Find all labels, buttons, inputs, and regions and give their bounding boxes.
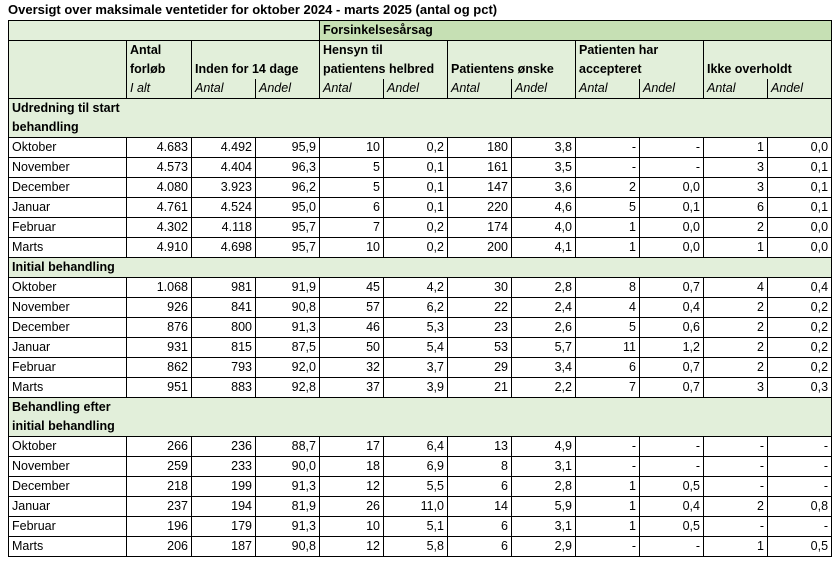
value-cell: 4,2 xyxy=(384,278,448,298)
value-cell: 200 xyxy=(448,238,512,258)
value-cell: 91,3 xyxy=(256,318,320,338)
value-cell: 0,8 xyxy=(768,497,832,517)
value-cell: 1 xyxy=(576,517,640,537)
sub-antal: Antal xyxy=(320,79,384,99)
value-cell: 3,5 xyxy=(512,158,576,178)
value-cell: 46 xyxy=(320,318,384,338)
value-cell: - xyxy=(640,457,704,477)
table-row xyxy=(9,457,832,477)
value-cell: 161 xyxy=(448,158,512,178)
value-cell: 194 xyxy=(192,497,256,517)
value-cell: 6 xyxy=(448,477,512,497)
table-row xyxy=(9,477,832,497)
section-title xyxy=(9,99,832,138)
month-cell: December xyxy=(9,318,127,338)
sub-blank xyxy=(9,79,127,99)
month-cell: Februar xyxy=(9,218,127,238)
value-cell: 26 xyxy=(320,497,384,517)
sub-andel: Andel xyxy=(512,79,576,99)
value-cell: - xyxy=(640,437,704,457)
table-row xyxy=(9,278,832,298)
sub-antal: Antal xyxy=(704,79,768,99)
value-cell: 883 xyxy=(192,378,256,398)
table-row xyxy=(9,198,832,218)
value-cell: 3,7 xyxy=(384,358,448,378)
value-cell: 0,0 xyxy=(640,218,704,238)
value-cell: 3 xyxy=(704,378,768,398)
value-cell: 147 xyxy=(448,178,512,198)
value-cell: 5 xyxy=(576,318,640,338)
header-ikke-overholdt: Ikke overholdt xyxy=(704,41,832,80)
value-cell: 0,1 xyxy=(384,198,448,218)
group-header-row xyxy=(9,21,832,41)
value-cell: 218 xyxy=(127,477,192,497)
value-cell: - xyxy=(704,477,768,497)
value-cell: 0,4 xyxy=(768,278,832,298)
value-cell: 793 xyxy=(192,358,256,378)
value-cell: 0,2 xyxy=(768,338,832,358)
value-cell: 2,8 xyxy=(512,477,576,497)
value-cell: 0,0 xyxy=(768,218,832,238)
value-cell: 8 xyxy=(576,278,640,298)
value-cell: - xyxy=(640,138,704,158)
value-cell: 0,2 xyxy=(768,298,832,318)
value-cell: 1 xyxy=(704,238,768,258)
value-cell: 1 xyxy=(576,497,640,517)
value-cell: 90,8 xyxy=(256,298,320,318)
value-cell: 196 xyxy=(127,517,192,537)
value-cell: - xyxy=(576,457,640,477)
value-cell: - xyxy=(576,158,640,178)
section-title-text: Behandling efter initial behandling xyxy=(12,400,115,433)
value-cell: 4.698 xyxy=(192,238,256,258)
sub-andel: Andel xyxy=(640,79,704,99)
table-row xyxy=(9,298,832,318)
value-cell: 0,2 xyxy=(384,218,448,238)
value-cell: - xyxy=(704,517,768,537)
value-cell: 220 xyxy=(448,198,512,218)
value-cell: 0,4 xyxy=(640,298,704,318)
group-header-blank xyxy=(9,21,320,41)
value-cell: 4 xyxy=(576,298,640,318)
value-cell: 1,2 xyxy=(640,338,704,358)
value-cell: 876 xyxy=(127,318,192,338)
header-patientens-onske: Patientens ønske xyxy=(448,41,576,80)
wait-times-table xyxy=(8,20,832,557)
value-cell: 96,3 xyxy=(256,158,320,178)
month-cell: Oktober xyxy=(9,138,127,158)
value-cell: 4,1 xyxy=(512,238,576,258)
value-cell: 0,5 xyxy=(640,517,704,537)
value-cell: 50 xyxy=(320,338,384,358)
value-cell: 10 xyxy=(320,138,384,158)
value-cell: 0,1 xyxy=(384,178,448,198)
value-cell: 800 xyxy=(192,318,256,338)
value-cell: - xyxy=(704,437,768,457)
month-cell: November xyxy=(9,158,127,178)
header-inden-14-dage: Inden for 14 dage xyxy=(192,41,320,80)
value-cell: 12 xyxy=(320,477,384,497)
table-row xyxy=(9,218,832,238)
table-row xyxy=(9,437,832,457)
value-cell: 3.923 xyxy=(192,178,256,198)
value-cell: 96,2 xyxy=(256,178,320,198)
value-cell: 187 xyxy=(192,537,256,557)
value-cell: 2 xyxy=(704,497,768,517)
value-cell: 5,4 xyxy=(384,338,448,358)
value-cell: 6 xyxy=(704,198,768,218)
table-row xyxy=(9,338,832,358)
table-row xyxy=(9,138,832,158)
value-cell: 2,8 xyxy=(512,278,576,298)
value-cell: 0,1 xyxy=(768,198,832,218)
value-cell: 32 xyxy=(320,358,384,378)
value-cell: 45 xyxy=(320,278,384,298)
value-cell: 1 xyxy=(576,477,640,497)
value-cell: 1 xyxy=(704,537,768,557)
value-cell: 0,7 xyxy=(640,358,704,378)
value-cell: 259 xyxy=(127,457,192,477)
value-cell: 4.573 xyxy=(127,158,192,178)
value-cell: 2,6 xyxy=(512,318,576,338)
value-cell: 6 xyxy=(448,517,512,537)
value-cell: 5,9 xyxy=(512,497,576,517)
value-cell: 233 xyxy=(192,457,256,477)
value-cell: 2,4 xyxy=(512,298,576,318)
value-cell: 0,2 xyxy=(384,138,448,158)
table-title: Oversigt over maksimale ventetider for oktober 2024 - marts 2025 (antal og pct) xyxy=(8,2,498,17)
value-cell: 5,3 xyxy=(384,318,448,338)
value-cell: 0,0 xyxy=(640,238,704,258)
value-cell: 14 xyxy=(448,497,512,517)
table-row xyxy=(9,358,832,378)
header-blank xyxy=(9,41,127,80)
value-cell: 7 xyxy=(576,378,640,398)
value-cell: 3 xyxy=(704,178,768,198)
month-cell: Marts xyxy=(9,378,127,398)
value-cell: 3,1 xyxy=(512,457,576,477)
value-cell: 206 xyxy=(127,537,192,557)
value-cell: 0,0 xyxy=(768,138,832,158)
month-cell: December xyxy=(9,178,127,198)
month-cell: November xyxy=(9,457,127,477)
value-cell: 2 xyxy=(704,338,768,358)
value-cell: 18 xyxy=(320,457,384,477)
sub-header-row xyxy=(9,79,832,99)
sub-antal: Antal xyxy=(192,79,256,99)
value-cell: 7 xyxy=(320,218,384,238)
value-cell: - xyxy=(640,537,704,557)
header-accepteret: Patienten har accepteret xyxy=(576,41,704,80)
value-cell: - xyxy=(576,537,640,557)
value-cell: 0,0 xyxy=(768,238,832,258)
value-cell: 0,6 xyxy=(640,318,704,338)
value-cell: 180 xyxy=(448,138,512,158)
sub-i-alt: I alt xyxy=(127,79,192,99)
value-cell: 91,3 xyxy=(256,517,320,537)
value-cell: 91,3 xyxy=(256,477,320,497)
value-cell: 53 xyxy=(448,338,512,358)
month-cell: December xyxy=(9,477,127,497)
value-cell: 841 xyxy=(192,298,256,318)
value-cell: 3 xyxy=(704,158,768,178)
month-cell: Januar xyxy=(9,198,127,218)
value-cell: - xyxy=(768,477,832,497)
section-header-row xyxy=(9,398,832,437)
value-cell: 0,5 xyxy=(768,537,832,557)
value-cell: 95,0 xyxy=(256,198,320,218)
value-cell: 6 xyxy=(576,358,640,378)
value-cell: 2 xyxy=(704,358,768,378)
value-cell: 4.080 xyxy=(127,178,192,198)
value-cell: 0,2 xyxy=(768,358,832,378)
value-cell: 17 xyxy=(320,437,384,457)
table-row xyxy=(9,158,832,178)
month-cell: Januar xyxy=(9,497,127,517)
value-cell: 2 xyxy=(704,218,768,238)
value-cell: 4.118 xyxy=(192,218,256,238)
value-cell: - xyxy=(704,457,768,477)
forsinkelsesarsag-header: Forsinkelsesårsag xyxy=(320,21,832,41)
value-cell: 5 xyxy=(320,178,384,198)
sub-andel: Andel xyxy=(768,79,832,99)
table-row xyxy=(9,318,832,338)
value-cell: 4.910 xyxy=(127,238,192,258)
value-cell: 13 xyxy=(448,437,512,457)
value-cell: 951 xyxy=(127,378,192,398)
value-cell: 4.492 xyxy=(192,138,256,158)
value-cell: 91,9 xyxy=(256,278,320,298)
value-cell: 4 xyxy=(704,278,768,298)
month-cell: November xyxy=(9,298,127,318)
value-cell: 90,0 xyxy=(256,457,320,477)
value-cell: 5 xyxy=(576,198,640,218)
value-cell: 4,6 xyxy=(512,198,576,218)
value-cell: 981 xyxy=(192,278,256,298)
value-cell: 3,9 xyxy=(384,378,448,398)
value-cell: 2 xyxy=(704,298,768,318)
value-cell: - xyxy=(768,517,832,537)
value-cell: 92,8 xyxy=(256,378,320,398)
value-cell: 11,0 xyxy=(384,497,448,517)
month-cell: Marts xyxy=(9,238,127,258)
value-cell: 0,7 xyxy=(640,378,704,398)
value-cell: 6 xyxy=(320,198,384,218)
value-cell: 0,1 xyxy=(768,158,832,178)
value-cell: 179 xyxy=(192,517,256,537)
month-cell: Januar xyxy=(9,338,127,358)
value-cell: 21 xyxy=(448,378,512,398)
section-title xyxy=(9,258,832,278)
month-cell: Oktober xyxy=(9,437,127,457)
value-cell: 92,0 xyxy=(256,358,320,378)
value-cell: - xyxy=(768,457,832,477)
value-cell: - xyxy=(576,437,640,457)
value-cell: - xyxy=(576,138,640,158)
value-cell: 3,4 xyxy=(512,358,576,378)
value-cell: 5,7 xyxy=(512,338,576,358)
value-cell: 862 xyxy=(127,358,192,378)
value-cell: 81,9 xyxy=(256,497,320,517)
month-cell: Oktober xyxy=(9,278,127,298)
value-cell: 5 xyxy=(320,158,384,178)
month-cell: Februar xyxy=(9,358,127,378)
value-cell: 931 xyxy=(127,338,192,358)
value-cell: 4.761 xyxy=(127,198,192,218)
value-cell: 6 xyxy=(448,537,512,557)
sub-antal: Antal xyxy=(448,79,512,99)
value-cell: 10 xyxy=(320,517,384,537)
value-cell: 0,3 xyxy=(768,378,832,398)
value-cell: 1 xyxy=(576,218,640,238)
sub-andel: Andel xyxy=(384,79,448,99)
value-cell: 2,9 xyxy=(512,537,576,557)
value-cell: 6,4 xyxy=(384,437,448,457)
value-cell: 87,5 xyxy=(256,338,320,358)
value-cell: 30 xyxy=(448,278,512,298)
value-cell: 815 xyxy=(192,338,256,358)
column-header-row xyxy=(9,41,832,80)
value-cell: 3,6 xyxy=(512,178,576,198)
value-cell: 8 xyxy=(448,457,512,477)
value-cell: 2 xyxy=(576,178,640,198)
value-cell: 23 xyxy=(448,318,512,338)
sub-andel: Andel xyxy=(256,79,320,99)
value-cell: 95,7 xyxy=(256,238,320,258)
value-cell: 4,9 xyxy=(512,437,576,457)
table-row xyxy=(9,537,832,557)
value-cell: 5,1 xyxy=(384,517,448,537)
section-header-row xyxy=(9,258,832,278)
value-cell: 0,1 xyxy=(640,198,704,218)
value-cell: 0,2 xyxy=(384,238,448,258)
value-cell: 22 xyxy=(448,298,512,318)
value-cell: 95,7 xyxy=(256,218,320,238)
section-header-row xyxy=(9,99,832,138)
value-cell: 5,5 xyxy=(384,477,448,497)
value-cell: 2 xyxy=(704,318,768,338)
value-cell: 174 xyxy=(448,218,512,238)
table-row xyxy=(9,497,832,517)
value-cell: 0,7 xyxy=(640,278,704,298)
value-cell: 926 xyxy=(127,298,192,318)
value-cell: 4.302 xyxy=(127,218,192,238)
section-title-text: Initial behandling xyxy=(12,260,115,274)
value-cell: 37 xyxy=(320,378,384,398)
header-antal-forlob: Antal forløb xyxy=(127,41,192,80)
header-hensyn: Hensyn til patientens helbred xyxy=(320,41,448,80)
value-cell: 4.524 xyxy=(192,198,256,218)
value-cell: 12 xyxy=(320,537,384,557)
value-cell: 11 xyxy=(576,338,640,358)
value-cell: 1 xyxy=(576,238,640,258)
value-cell: 0,2 xyxy=(768,318,832,338)
value-cell: 2,2 xyxy=(512,378,576,398)
month-cell: Februar xyxy=(9,517,127,537)
value-cell: 3,1 xyxy=(512,517,576,537)
value-cell: 4.683 xyxy=(127,138,192,158)
value-cell: 266 xyxy=(127,437,192,457)
section-title-text: Udredning til start behandling xyxy=(12,101,120,134)
value-cell: 88,7 xyxy=(256,437,320,457)
value-cell: 6,2 xyxy=(384,298,448,318)
table-row xyxy=(9,378,832,398)
value-cell: 10 xyxy=(320,238,384,258)
table-row xyxy=(9,517,832,537)
value-cell: 0,5 xyxy=(640,477,704,497)
value-cell: 0,0 xyxy=(640,178,704,198)
value-cell: 237 xyxy=(127,497,192,517)
value-cell: 4.404 xyxy=(192,158,256,178)
month-cell: Marts xyxy=(9,537,127,557)
value-cell: - xyxy=(640,158,704,178)
value-cell: 90,8 xyxy=(256,537,320,557)
sub-antal: Antal xyxy=(576,79,640,99)
value-cell: 57 xyxy=(320,298,384,318)
value-cell: 0,1 xyxy=(384,158,448,178)
value-cell: 236 xyxy=(192,437,256,457)
section-title xyxy=(9,398,832,437)
value-cell: 0,4 xyxy=(640,497,704,517)
value-cell: 1 xyxy=(704,138,768,158)
table-row xyxy=(9,238,832,258)
value-cell: 5,8 xyxy=(384,537,448,557)
value-cell: 1.068 xyxy=(127,278,192,298)
value-cell: 4,0 xyxy=(512,218,576,238)
value-cell: 0,1 xyxy=(768,178,832,198)
value-cell: 95,9 xyxy=(256,138,320,158)
table-row xyxy=(9,178,832,198)
value-cell: 3,8 xyxy=(512,138,576,158)
value-cell: - xyxy=(768,437,832,457)
value-cell: 6,9 xyxy=(384,457,448,477)
value-cell: 199 xyxy=(192,477,256,497)
value-cell: 29 xyxy=(448,358,512,378)
